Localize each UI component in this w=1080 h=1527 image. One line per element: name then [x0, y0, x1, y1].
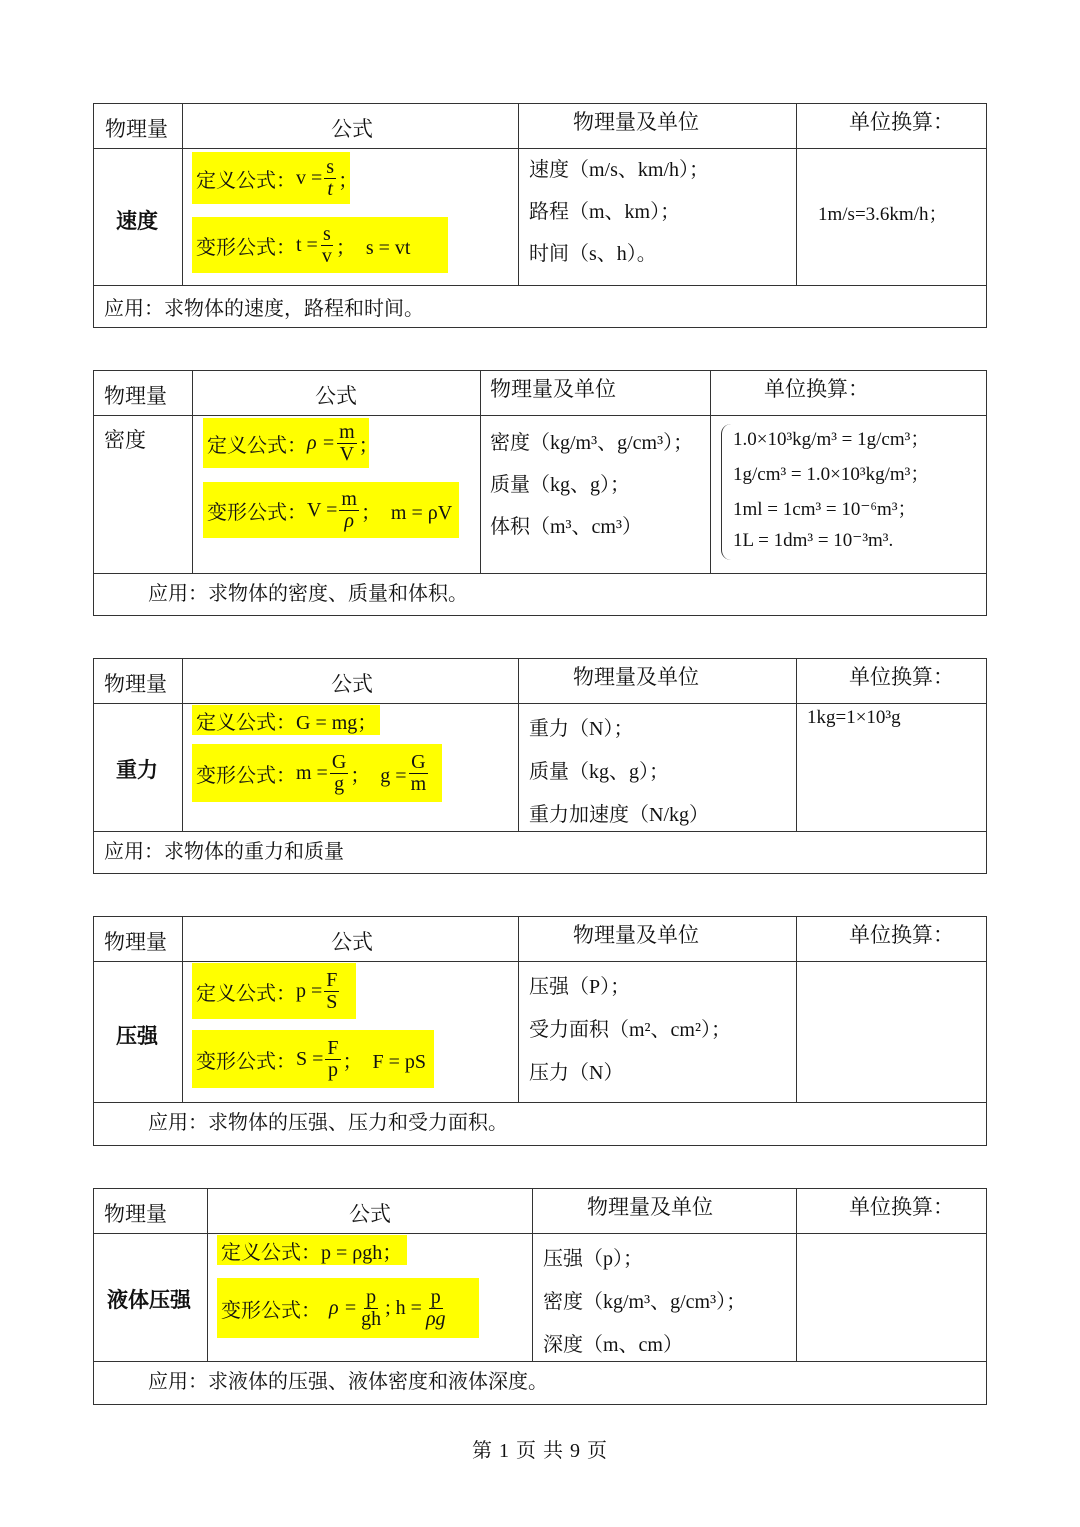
variant-formula: 变形公式： S = $\frac{F}{p}$ ； F = pS	[192, 1030, 434, 1088]
unit-line: 受力面积（m²、cm²）；	[529, 1019, 731, 1041]
body-row	[94, 961, 986, 1102]
application-row	[94, 285, 986, 327]
unit-line: 体积（m³、cm³）	[490, 516, 642, 538]
page-footer: 第 1 页 共 9 页	[472, 1440, 608, 1462]
table-velocity	[93, 103, 987, 328]
application-text: 应用：求物体的速度，路程和时间。	[104, 298, 424, 320]
quantity-name: 速度	[116, 209, 158, 233]
unit-line: 重力加速度（N/kg）	[529, 804, 709, 826]
conversion-text: 1kg=1×10³g	[807, 707, 901, 728]
header-conversion: 单位换算：	[764, 377, 869, 401]
body-row	[94, 148, 986, 285]
body-row	[94, 415, 986, 573]
unit-line: 密度（kg/m³、g/cm³）；	[490, 432, 694, 454]
table-liquid-pressure	[93, 1188, 987, 1405]
definition-formula: 定义公式： v = $\frac{s}{t}$ ；	[192, 152, 350, 204]
brace-icon	[721, 424, 732, 560]
definition-formula: 定义公式： p = $\frac{F}{S}$	[192, 963, 356, 1019]
conversion-line: 1g/cm³ = 1.0×10³kg/m³；	[733, 464, 930, 485]
definition-formula: 定义公式： ρ = $\frac{m}{V}$ ；	[203, 418, 369, 468]
table-density	[93, 370, 987, 616]
header-quantity: 物理量	[105, 117, 168, 141]
application-text: 应用：求物体的密度、质量和体积。	[148, 583, 468, 605]
header-quantity: 物理量	[104, 672, 167, 696]
definition-formula: 定义公式： p = ρgh；	[217, 1235, 407, 1265]
variant-formula: 变形公式： t = $\frac{s}{v}$ ； s = vt	[192, 217, 448, 273]
header-row	[94, 104, 986, 148]
conversion-text: 1m/s=3.6km/h；	[818, 204, 948, 225]
table-gravity	[93, 658, 987, 874]
header-formula: 公式	[331, 672, 373, 696]
unit-line: 密度（kg/m³、g/cm³）；	[543, 1291, 747, 1313]
header-quantity: 物理量	[104, 930, 167, 954]
header-formula: 公式	[315, 384, 357, 408]
header-conversion: 单位换算：	[849, 665, 954, 689]
quantity-name: 压强	[116, 1024, 158, 1048]
header-units: 物理量及单位	[490, 377, 616, 401]
conversion-line: 1ml = 1cm³ = 10⁻⁶m³；	[733, 499, 917, 520]
header-conversion: 单位换算：	[849, 923, 954, 947]
application-row	[94, 1361, 986, 1404]
variant-formula: 变形公式： V = $\frac{m}{\rho}$ ； m = ρV	[203, 482, 459, 538]
application-text: 应用：求物体的压强、压力和受力面积。	[148, 1112, 508, 1134]
unit-line: 路程（m、km）；	[529, 201, 681, 223]
header-formula: 公式	[331, 930, 373, 954]
unit-line: 质量（kg、g）；	[490, 474, 630, 496]
header-conversion: 单位换算：	[849, 110, 954, 134]
conversion-line: 1.0×10³kg/m³ = 1g/cm³；	[733, 429, 930, 450]
header-formula: 公式	[349, 1202, 391, 1226]
header-row	[94, 917, 986, 961]
header-formula: 公式	[331, 117, 373, 141]
definition-formula: 定义公式： G = mg；	[192, 705, 380, 735]
header-quantity: 物理量	[104, 1202, 167, 1226]
header-units: 物理量及单位	[573, 110, 699, 134]
application-text: 应用：求液体的压强、液体密度和液体深度。	[148, 1371, 548, 1393]
conversion-line: 1L = 1dm³ = 10⁻³m³.	[733, 530, 894, 551]
header-conversion: 单位换算：	[849, 1195, 954, 1219]
table-pressure	[93, 916, 987, 1146]
unit-line: 质量（kg、g）；	[529, 761, 669, 783]
body-row	[94, 703, 986, 831]
unit-line: 重力（N）；	[529, 718, 634, 740]
quantity-name: 重力	[116, 758, 158, 782]
header-units: 物理量及单位	[573, 665, 699, 689]
body-row	[94, 1233, 986, 1361]
unit-line: 速度（m/s、km/h）；	[529, 159, 710, 181]
application-row	[94, 1102, 986, 1145]
application-row	[94, 573, 986, 615]
unit-line: 时间（s、h）。	[529, 243, 657, 265]
quantity-name: 密度	[104, 428, 146, 452]
quantity-name: 液体压强	[107, 1288, 191, 1312]
variant-formula: 变形公式： m = $\frac{G}{g}$ ； g = $\frac{G}{m}$	[192, 744, 442, 802]
header-quantity: 物理量	[104, 384, 167, 408]
header-units: 物理量及单位	[573, 923, 699, 947]
application-text: 应用：求物体的重力和质量	[104, 841, 344, 863]
unit-line: 压强（p）；	[543, 1248, 643, 1270]
header-row	[94, 1189, 986, 1233]
unit-line: 压强（P）；	[529, 976, 631, 998]
header-units: 物理量及单位	[587, 1195, 713, 1219]
header-row	[94, 659, 986, 703]
header-row	[94, 371, 986, 415]
unit-line: 深度（m、cm）	[543, 1334, 683, 1356]
variant-formula: 变形公式： ρ = $\frac{p}{gh}$ ; h = $\frac{p}{\rho g}$	[217, 1278, 479, 1338]
application-row	[94, 831, 986, 873]
unit-line: 压力（N）	[529, 1062, 624, 1084]
